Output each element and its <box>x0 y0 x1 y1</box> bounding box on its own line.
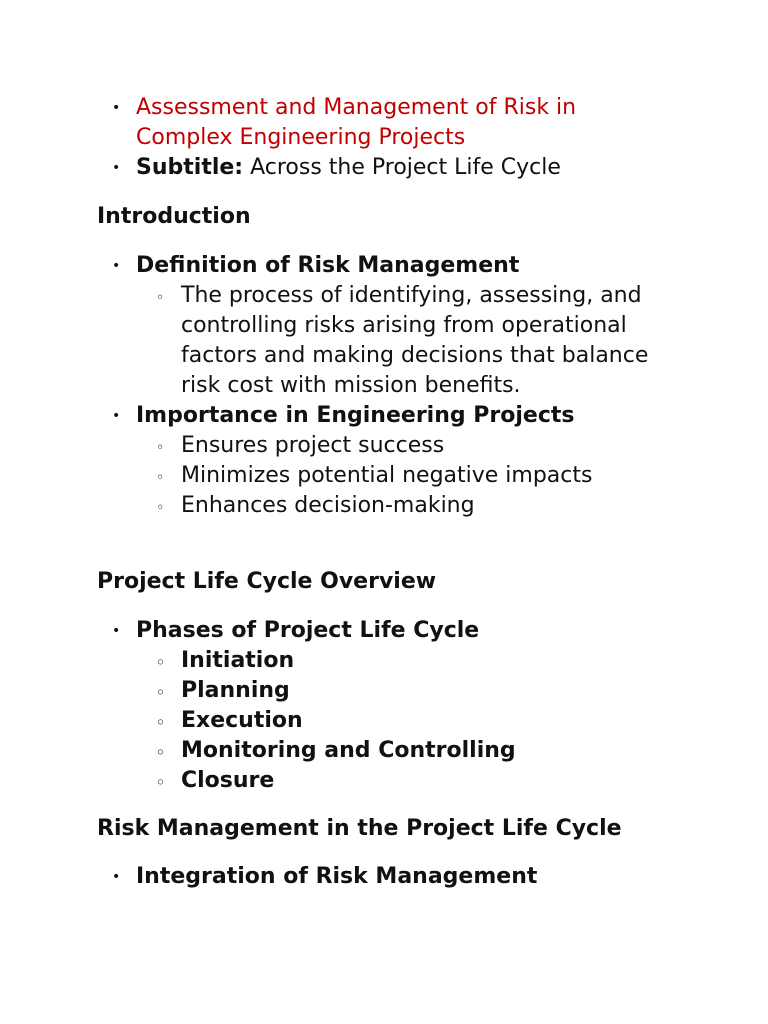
phase-item: ◦ Closure <box>136 766 678 796</box>
definition-item <box>98 251 678 401</box>
definition-text-item <box>136 281 678 401</box>
subtitle-label: Subtitle: <box>136 155 244 180</box>
title-list <box>98 93 678 183</box>
definition-text: The process of identifying, assessing, and controlling risks arising from operational factors and making decisions that balance risk cost with mission benefits. <box>181 283 649 398</box>
phases-label: Phases of Project Life Cycle <box>136 618 480 643</box>
definition-sublist <box>136 281 678 401</box>
introduction-heading: Introduction <box>97 204 251 229</box>
phase-item: ◦ Planning <box>136 676 678 706</box>
integration-label: Integration of Risk Management <box>136 864 538 889</box>
life-cycle-list <box>98 616 678 796</box>
list-item: ◦ Ensures project success <box>136 431 678 461</box>
risk-cycle-list <box>98 862 678 892</box>
life-cycle-heading: Project Life Cycle Overview <box>97 569 437 594</box>
definition-label: Definition of Risk Management <box>136 253 520 278</box>
phases-item <box>98 616 678 796</box>
title-item <box>98 93 678 153</box>
list-item: ◦ Minimizes potential negative impacts <box>136 461 678 491</box>
phase-item: ◦ Execution <box>136 706 678 736</box>
phases-sublist <box>136 646 678 796</box>
introduction-list <box>98 251 678 521</box>
phase-item: ◦ Initiation <box>136 646 678 676</box>
phase-item: ◦ Monitoring and Controlling <box>136 736 678 766</box>
subtitle-text: Across the Project Life Cycle <box>243 155 561 180</box>
list-item: ◦ Enhances decision-making <box>136 491 678 521</box>
importance-item <box>98 401 678 521</box>
document-title: Assessment and Management of Risk in Complex Engineering Projects <box>136 95 577 150</box>
importance-sublist <box>136 431 678 521</box>
risk-cycle-heading: Risk Management in the Project Life Cycle <box>97 816 622 841</box>
subtitle-item <box>98 153 678 183</box>
importance-label: Importance in Engineering Projects <box>136 403 575 428</box>
integration-item <box>98 862 678 892</box>
